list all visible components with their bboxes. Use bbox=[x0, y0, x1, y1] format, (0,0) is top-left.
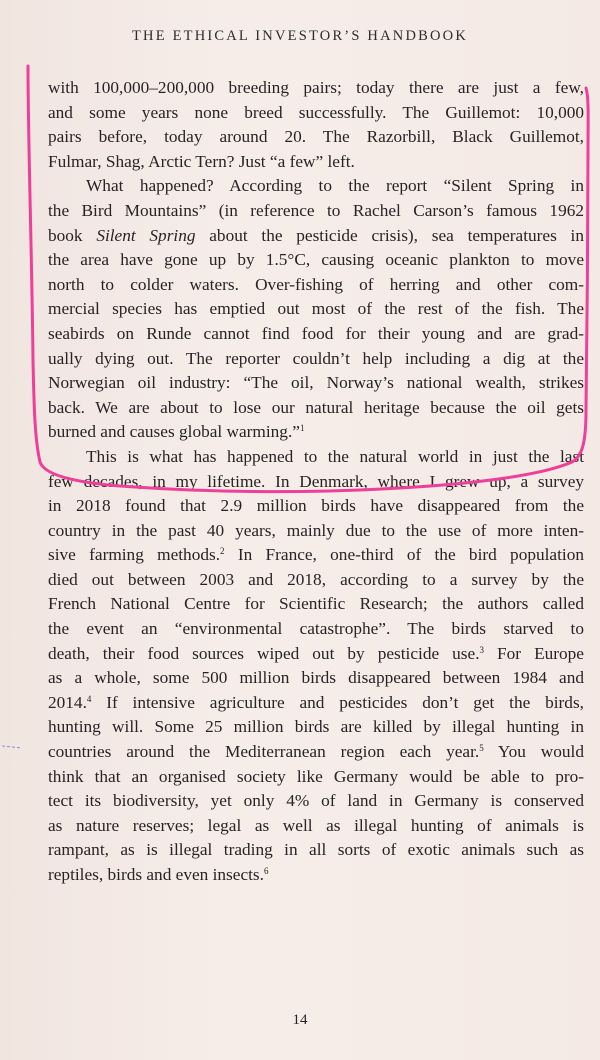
text-line: country in the past 40 years, mainly due to the use of more inten- bbox=[48, 520, 584, 540]
footnote-marker[interactable]: 2 bbox=[220, 546, 225, 557]
text-fragment: burned and causes global warming.” bbox=[48, 422, 300, 442]
running-header: THE ETHICAL INVESTOR’S HANDBOOK bbox=[131, 28, 469, 44]
text-line: died out between 2003 and 2018, according to a survey by the bbox=[48, 569, 584, 589]
text-line: tect its biodiversity, yet only 4% of land in Germany is conserved bbox=[48, 791, 584, 811]
paragraph-2 bbox=[48, 174, 584, 445]
text-fragment: sive farming methods. bbox=[48, 545, 221, 565]
text-line: pairs before, today around 20. The Razorbill, Black Guillemot, bbox=[48, 127, 584, 147]
text-line bbox=[48, 420, 584, 445]
footnote-marker[interactable]: 1 bbox=[299, 423, 305, 434]
footnote-marker[interactable]: 3 bbox=[479, 644, 485, 655]
text-line bbox=[48, 543, 584, 568]
text-line: mercial species has emptied out most of the rest of the fish. The bbox=[48, 299, 584, 319]
text-line: the Bird Mountains” (in reference to Rachel Carson’s famous 1962 bbox=[48, 200, 584, 220]
text-line: French National Centre for Scientific Research; the authors called bbox=[48, 594, 584, 614]
paragraph-3 bbox=[48, 445, 584, 888]
text-line: the area have gone up by 1.5°C, causing oceanic plankton to move bbox=[48, 250, 584, 270]
text-line: as a whole, some 500 million birds disappeared between 1984 and bbox=[48, 668, 584, 688]
text-fragment: countries around the Mediterranean region each year. bbox=[48, 742, 480, 762]
text-line: in 2018 found that 2.9 million birds have disappeared from the bbox=[48, 496, 584, 516]
text-line: What happened? According to the report “Silent Spring in bbox=[86, 176, 584, 196]
text-line bbox=[48, 224, 584, 249]
text-fragment: If intensive agriculture and pesticides don’t get the birds, bbox=[91, 692, 584, 712]
text-line: This is what has happened to the natural world in just the last bbox=[86, 446, 584, 466]
text-line: with 100,000–200,000 breeding pairs; today there are just a few, bbox=[48, 78, 584, 97]
text-fragment: about the pesticide crisis), bbox=[195, 225, 432, 245]
footnote-marker[interactable]: 5 bbox=[479, 743, 484, 754]
text-line: seabirds on Runde cannot find food for their young and are grad- bbox=[48, 323, 584, 343]
text-fragment: sea temperatures in bbox=[431, 225, 584, 245]
text-line: hunting will. Some 25 million birds are killed by illegal hunting in bbox=[48, 717, 584, 737]
text-line bbox=[48, 642, 584, 667]
text-line bbox=[48, 691, 584, 716]
text-line: rampant, as is illegal trading in all sorts of exotic animals such as bbox=[48, 840, 584, 860]
text-line: and some years none breed successfully. The Guillemot: 10,000 bbox=[48, 102, 584, 122]
text-fragment: book bbox=[48, 225, 97, 245]
page-number: 14 bbox=[292, 1012, 308, 1028]
text-line: Norwegian oil industry: “The oil, Norway’s national wealth, strikes bbox=[48, 373, 584, 393]
text-line: north to colder waters. Over-fishing of herring and other com- bbox=[48, 274, 584, 294]
text-line: Fulmar, Shag, Arctic Tern? Just “a few” left. bbox=[48, 151, 355, 171]
text-line: the event an “environmental catastrophe”. The birds starved to bbox=[48, 619, 584, 639]
body-text bbox=[48, 76, 584, 888]
text-line: as nature reserves; legal as well as illegal hunting of animals is bbox=[48, 815, 584, 835]
text-fragment: death, their food sources wiped out by pesticide use. bbox=[48, 643, 480, 663]
text-fragment: For Europe bbox=[484, 643, 584, 663]
book-title: Silent Spring bbox=[96, 225, 196, 245]
text-fragment: reptiles, birds and even insects. bbox=[48, 865, 264, 884]
text-line bbox=[48, 740, 584, 765]
text-line: back. We are about to lose our natural heritage because the oil gets bbox=[48, 397, 584, 417]
text-line: few decades, in my lifetime. In Denmark, where I grew up, a survey bbox=[48, 471, 584, 491]
text-fragment: 2014. bbox=[48, 692, 87, 712]
footnote-marker[interactable]: 6 bbox=[263, 866, 269, 876]
text-line: ually dying out. The reporter couldn’t help including a dig at the bbox=[48, 348, 584, 368]
text-fragment: You would bbox=[483, 742, 584, 762]
paragraph-1 bbox=[48, 76, 584, 174]
text-line bbox=[48, 863, 584, 888]
footnote-marker[interactable]: 4 bbox=[86, 693, 92, 704]
text-fragment: In France, one-third of the bird population bbox=[224, 545, 584, 565]
text-line: think that an organised society like Germany would be able to pro- bbox=[48, 766, 584, 786]
